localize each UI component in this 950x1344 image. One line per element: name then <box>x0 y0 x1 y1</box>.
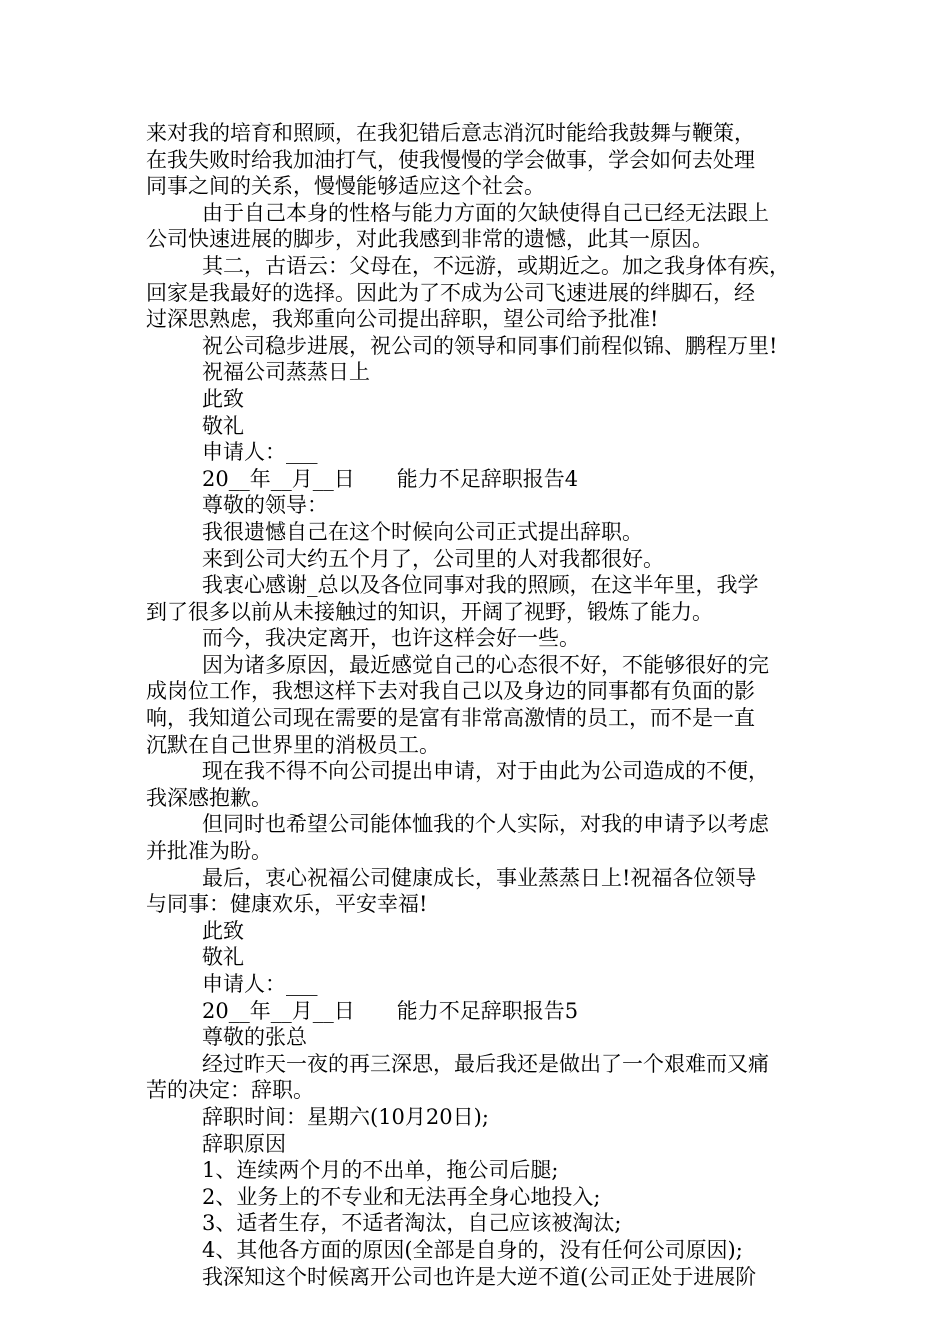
text-line: 4、其他各方面的原因(全部是自身的，没有任何公司原因); <box>202 1237 743 1262</box>
text-line: 1、连续两个月的不出单，拖公司后腿; <box>202 1158 559 1183</box>
text-line: 祝公司稳步进展，祝公司的领导和同事们前程似锦、鹏程万里! <box>202 333 778 358</box>
text-line: 敬礼 <box>202 945 244 970</box>
text-line: 20__年__月__日 能力不足辞职报告5 <box>202 998 579 1023</box>
text-line: 申请人：___ <box>202 440 318 465</box>
text-line: 并批准为盼。 <box>146 839 272 864</box>
text-line: 20__年__月__日 能力不足辞职报告4 <box>202 466 579 491</box>
text-line: 尊敬的领导： <box>202 493 328 518</box>
text-line: 苦的决定：辞职。 <box>146 1078 314 1103</box>
text-line: 其二，古语云：父母在，不远游，或期近之。加之我身体有疾， <box>202 253 790 278</box>
text-line: 沉默在自己世界里的消极员工。 <box>146 732 440 757</box>
text-line: 经过昨天一夜的再三深思，最后我还是做出了一个艰难而又痛 <box>202 1051 769 1076</box>
text-line: 尊敬的张总 <box>202 1025 307 1050</box>
text-line: 与同事：健康欢乐，平安幸福! <box>146 892 428 917</box>
text-line: 此致 <box>202 386 244 411</box>
text-line: 过深思熟虑，我郑重向公司提出辞职，望公司给予批准! <box>146 307 659 332</box>
text-line: 最后，衷心祝福公司健康成长，事业蒸蒸日上!祝福各位领导 <box>202 865 757 890</box>
text-line: 到了很多以前从未接触过的知识，开阔了视野，锻炼了能力。 <box>146 599 713 624</box>
text-line: 公司快速进展的脚步，对此我感到非常的遗憾，此其一原因。 <box>146 227 713 252</box>
text-line: 2、业务上的不专业和无法再全身心地投入; <box>202 1184 601 1209</box>
text-line: 由于自己本身的性格与能力方面的欠缺使得自己已经无法跟上 <box>202 200 769 225</box>
text-line: 因为诸多原因，最近感觉自己的心态很不好，不能够很好的完 <box>202 652 769 677</box>
text-line: 来对我的培育和照顾，在我犯错后意志消沉时能给我鼓舞与鞭策， <box>146 121 755 145</box>
text-line: 成岗位工作，我想这样下去对我自己以及身边的同事都有负面的影 <box>146 679 755 704</box>
document-page <box>146 120 818 1290</box>
text-line: 但同时也希望公司能体恤我的个人实际，对我的申请予以考虑 <box>202 812 769 837</box>
text-line: 来到公司大约五个月了，公司里的人对我都很好。 <box>202 546 664 571</box>
text-line: 现在我不得不向公司提出申请，对于由此为公司造成的不便， <box>202 759 769 784</box>
text-line: 响，我知道公司现在需要的是富有非常高激情的员工，而不是一直 <box>146 706 755 731</box>
text-line: 我很遗憾自己在这个时候向公司正式提出辞职。 <box>202 519 643 544</box>
text-line: 祝福公司蒸蒸日上 <box>202 360 370 385</box>
text-line: 我衷心感谢_总以及各位同事对我的照顾，在这半年里，我学 <box>202 573 759 598</box>
text-line: 辞职原因 <box>202 1131 286 1156</box>
text-line: 在我失败时给我加油打气，使我慢慢的学会做事，学会如何去处理 <box>146 147 755 172</box>
text-line: 敬礼 <box>202 413 244 438</box>
text-line: 此致 <box>202 918 244 943</box>
text-line: 而今，我决定离开，也许这样会好一些。 <box>202 626 580 651</box>
text-line: 同事之间的关系，慢慢能够适应这个社会。 <box>146 174 545 199</box>
text-line: 回家是我最好的选择。因此为了不成为公司飞速进展的绊脚石，经 <box>146 280 755 305</box>
text-line: 我深感抱歉。 <box>146 785 272 810</box>
text-line: 申请人：___ <box>202 972 318 996</box>
text-line: 辞职时间：星期六(10月20日); <box>202 1104 489 1129</box>
text-line: 我深知这个时候离开公司也许是大逆不道(公司正处于进展阶 <box>202 1264 757 1289</box>
text-line: 3、适者生存，不适者淘汰，自己应该被淘汰; <box>202 1211 622 1236</box>
